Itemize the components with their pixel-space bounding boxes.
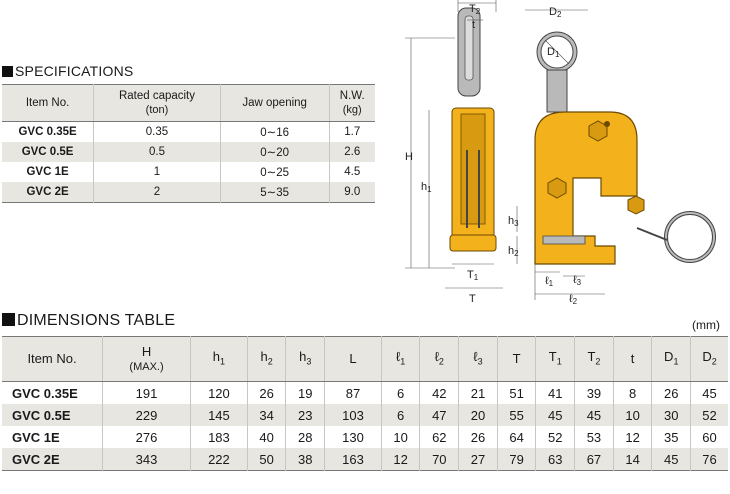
header-text: ℓ$_1$ [396, 348, 406, 367]
label-D2: D2 [549, 6, 562, 19]
dim-table-cell: 12 [381, 448, 420, 471]
dim-table-cell: 60 [691, 426, 728, 448]
dim-table-cell: 45 [536, 404, 575, 426]
dim-table-cell: 52 [691, 404, 728, 426]
dim-table-cell: 47 [420, 404, 459, 426]
dim-table-cell: GVC 1E [12, 429, 60, 445]
dim-table-row [2, 404, 728, 426]
section-bullet-icon [2, 66, 13, 77]
header-text: L [349, 351, 357, 366]
clamp-front-view [508, 6, 714, 305]
dim-table-cell: 53 [575, 426, 614, 448]
dim-table-cell: 52 [536, 426, 575, 448]
spec-col-header [2, 85, 94, 122]
dim-table-cell: 40 [247, 426, 286, 448]
dim-table-cell: 103 [325, 404, 382, 426]
header-text: T [512, 351, 521, 366]
dim-table-cell: 63 [536, 448, 575, 471]
dim-col-header [691, 337, 728, 382]
spec-table-cell: 0∼16 [220, 122, 329, 143]
dim-table-cell: 79 [497, 448, 536, 471]
dim-table-cell: 51 [497, 382, 536, 405]
header-text: $h_3$ [299, 348, 312, 367]
dim-table-cell: 62 [420, 426, 459, 448]
spec-table-cell: GVC 0.5E [2, 142, 94, 162]
dim-table-cell: 8 [613, 382, 652, 405]
spec-table-cell: GVC 2E [2, 182, 94, 203]
dim-table-cell: 64 [497, 426, 536, 448]
spec-col-header [220, 85, 329, 122]
spec-header-row [2, 85, 375, 122]
dim-table-cell: 19 [286, 382, 325, 405]
dim-table-cell: 67 [575, 448, 614, 471]
spec-table-cell: 2.6 [329, 142, 375, 162]
header-text: (MAX.) [129, 360, 164, 373]
dim-table-cell: 45 [575, 404, 614, 426]
spec-table-row [2, 182, 375, 203]
dim-table-cell: 120 [191, 382, 248, 405]
dim-table-cell: 229 [103, 404, 191, 426]
dim-table-cell: 10 [381, 426, 420, 448]
dim-table-cell: 191 [103, 382, 191, 405]
header-text: $h_2$ [260, 348, 273, 367]
spec-table-cell: GVC 1E [26, 166, 69, 178]
dimensions-title-text: DIMENSIONS TABLE [17, 312, 176, 329]
spec-table-row [2, 162, 375, 182]
header-text: Item No. [25, 97, 70, 109]
header-text: N.W. [339, 90, 365, 102]
dim-table-cell: 30 [652, 404, 691, 426]
spec-col-header [94, 85, 221, 122]
header-text: $D_1$ [664, 348, 679, 367]
label-h2: h2 [508, 245, 519, 258]
spec-col-header [329, 85, 375, 122]
label-l1: ℓ1 [545, 275, 554, 288]
dim-table-cell: 34 [247, 404, 286, 426]
spec-table-cell: 2 [94, 182, 221, 203]
dim-table-cell: 45 [652, 448, 691, 471]
dim-col-header [613, 337, 652, 382]
specifications-title-text: SPECIFICATIONS [15, 63, 134, 79]
dim-table-cell: 50 [247, 448, 286, 471]
dim-table-cell: 130 [325, 426, 382, 448]
specifications-title [2, 63, 133, 79]
label-T2: T2 [469, 3, 481, 16]
dim-table-cell: 343 [103, 448, 191, 471]
dim-table-cell: 14 [613, 448, 652, 471]
dim-table-cell: 42 [420, 382, 459, 405]
section-bullet-icon [2, 313, 15, 326]
header-text: (ton) [145, 104, 169, 116]
header-text: $D_2$ [702, 348, 717, 367]
dim-table-cell: 39 [575, 382, 614, 405]
dim-table-cell: 35 [652, 426, 691, 448]
header-text: (kg) [342, 104, 362, 116]
spec-table-cell: 1 [94, 162, 221, 182]
spec-table-cell: 0∼25 [220, 162, 329, 182]
dim-col-header [652, 337, 691, 382]
dim-table-cell: 55 [497, 404, 536, 426]
dim-table-cell: 6 [381, 382, 420, 405]
label-h1: h1 [421, 181, 432, 194]
specifications-table [2, 84, 375, 203]
header-text: ℓ$_3$ [473, 348, 483, 367]
dim-col-header [286, 337, 325, 382]
dim-col-header [381, 337, 420, 382]
dim-col-header [575, 337, 614, 382]
dim-table-cell: 222 [191, 448, 248, 471]
header-text: $T_1$ [548, 348, 562, 367]
dim-col-header [325, 337, 382, 382]
dim-table-cell: 26 [459, 426, 498, 448]
dim-table-cell: 6 [381, 404, 420, 426]
dim-table-cell: 87 [325, 382, 382, 405]
spec-table-cell: GVC 0.35E [18, 126, 77, 138]
spec-table-cell: 5∼35 [220, 182, 329, 203]
label-t: t [472, 19, 476, 31]
dim-table-cell: 276 [103, 426, 191, 448]
label-l2: ℓ2 [569, 293, 578, 305]
dim-col-header [2, 337, 103, 382]
label-T: T [469, 293, 476, 305]
dim-table-cell: 12 [613, 426, 652, 448]
clamp-diagram [395, 0, 730, 305]
dim-table-cell: 10 [613, 404, 652, 426]
unit-label: (mm) [692, 318, 720, 332]
dim-table-cell: 20 [459, 404, 498, 426]
dim-col-header [459, 337, 498, 382]
dimensions-title [2, 312, 175, 330]
clamp-side-view [405, 0, 503, 305]
dim-table-cell: GVC 2E [2, 448, 103, 471]
dim-table-row [2, 382, 728, 405]
header-text: Rated capacity [118, 90, 196, 102]
header-text: Jaw opening [242, 97, 307, 109]
spec-table-cell: 4.5 [329, 162, 375, 182]
dim-table-cell: 183 [191, 426, 248, 448]
label-h3: h3 [508, 215, 519, 228]
dim-col-header [536, 337, 575, 382]
spec-table-row [2, 122, 375, 143]
dim-table-cell: GVC 0.35E [12, 385, 78, 401]
dim-col-header [191, 337, 248, 382]
label-l3: ℓ3 [573, 274, 582, 287]
label-T1: T1 [467, 269, 479, 282]
header-text: $T_2$ [587, 348, 601, 367]
dimensions-table [2, 336, 728, 471]
dim-table-cell: 70 [420, 448, 459, 471]
dim-table-cell: 38 [286, 448, 325, 471]
dim-table-cell: 76 [691, 448, 728, 471]
dim-table-cell: 45 [691, 382, 728, 405]
spec-table-row [2, 142, 375, 162]
dim-header-row [2, 337, 728, 382]
header-text: H [141, 343, 152, 359]
header-text: t [630, 351, 635, 366]
header-text: Item No. [27, 351, 77, 366]
dim-table-cell: 27 [459, 448, 498, 471]
dim-table-row [2, 426, 728, 448]
dim-table-row [2, 448, 728, 471]
header-text: $h_1$ [212, 348, 226, 367]
dim-table-cell: 23 [286, 404, 325, 426]
dim-col-header [103, 337, 191, 382]
label-D1: D1 [547, 46, 560, 59]
spec-table-cell: 1.7 [329, 122, 375, 143]
dim-table-cell: 26 [652, 382, 691, 405]
dim-table-cell: 26 [247, 382, 286, 405]
dim-col-header [420, 337, 459, 382]
label-H: H [405, 151, 413, 163]
spec-table-cell: 0∼20 [220, 142, 329, 162]
dim-table-cell: 21 [459, 382, 498, 405]
dim-col-header [247, 337, 286, 382]
spec-table-cell: 0.5 [94, 142, 221, 162]
dim-table-cell: 163 [325, 448, 382, 471]
spec-table-cell: 0.35 [94, 122, 221, 143]
dim-table-cell: 28 [286, 426, 325, 448]
dim-col-header [497, 337, 536, 382]
dim-table-cell: 145 [191, 404, 248, 426]
dim-table-cell: GVC 0.5E [2, 404, 103, 426]
dim-table-cell: 41 [536, 382, 575, 405]
header-text: ℓ$_2$ [434, 348, 444, 367]
spec-table-cell: 9.0 [329, 182, 375, 203]
